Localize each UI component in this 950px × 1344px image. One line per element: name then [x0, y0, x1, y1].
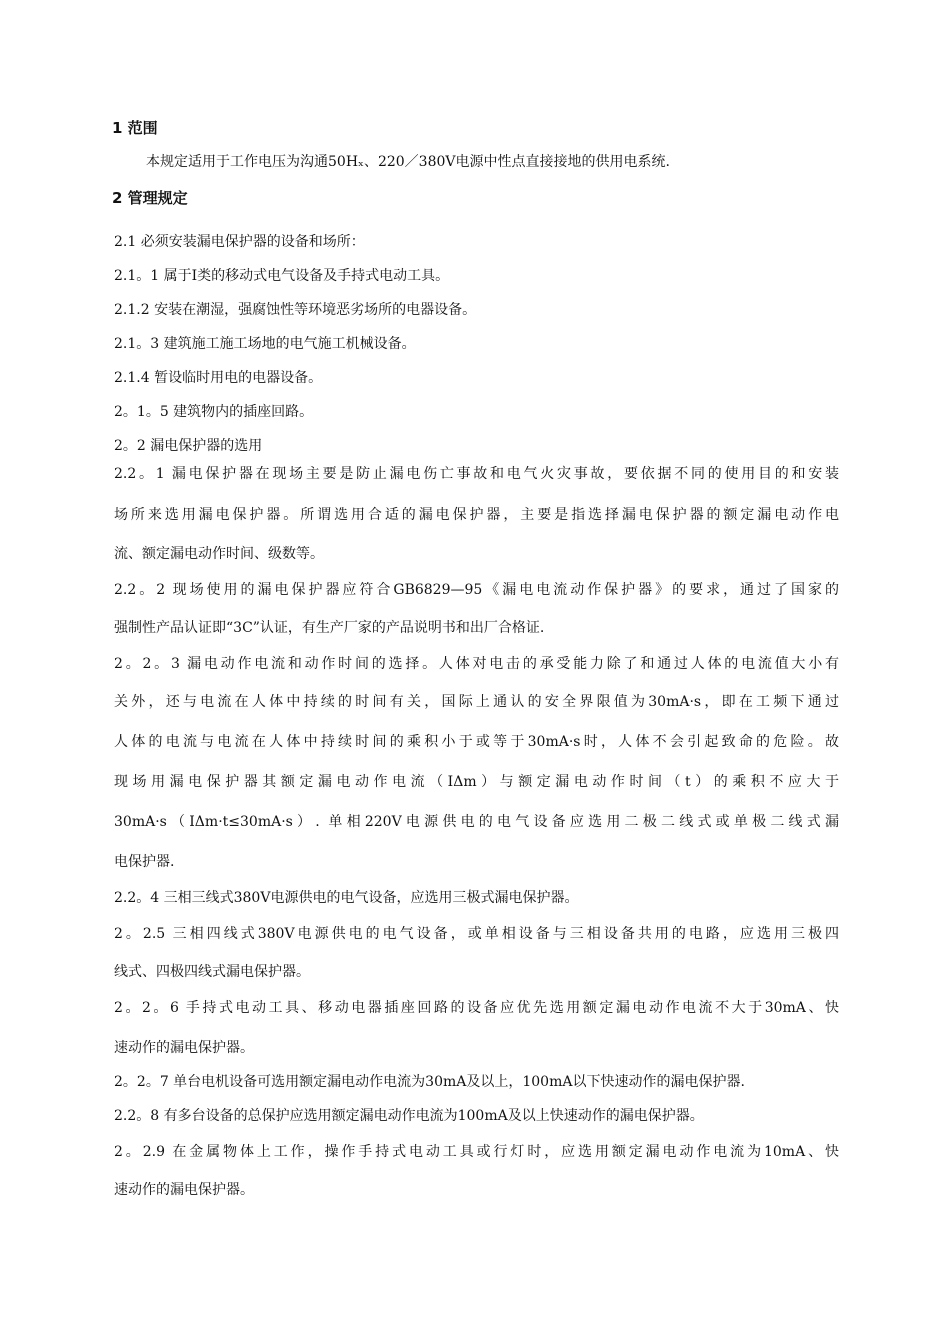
paragraph-line: 电保护器.	[114, 854, 175, 870]
paragraph-line: 速动作的漏电保护器。	[114, 1182, 254, 1198]
paragraph-line: 2.1.4 暂设临时用电的电器设备。	[114, 370, 323, 386]
paragraph-line: 2.2。8 有多台设备的总保护应选用额定漏电动作电流为100mA及以上快速动作的漏电保护器。	[114, 1108, 704, 1124]
section-1-text: 本规定适用于工作电压为沟通50Hₓ、220／380V电源中性点直接接地的供用电系统.	[146, 154, 670, 170]
paragraph-line: 人体的电流与电流在人体中持续时间的乘积小于或等于30mA·s时，人体不会引起致命的危险。故	[114, 734, 839, 750]
paragraph-line: 2。2.9 在金属物体上工作，操作手持式电动工具或行灯时，应选用额定漏电动作电流为10mA、快	[114, 1144, 839, 1160]
paragraph-line: 2。2。6 手持式电动工具、移动电器插座回路的设备应优先选用额定漏电动作电流不大于30mA、快	[114, 1000, 839, 1016]
paragraph-line: 现场用漏电保护器其额定漏电动作电流（IΔm）与额定漏电动作时间（t）的乘积不应大于	[114, 774, 839, 790]
paragraph-line: 2.1 必须安装漏电保护器的设备和场所：	[114, 234, 365, 250]
paragraph-line: 2.1。3 建筑施工施工场地的电气施工机械设备。	[114, 336, 416, 352]
paragraph-line: 速动作的漏电保护器。	[114, 1040, 254, 1056]
paragraph-line: 2.2。1 漏电保护器在现场主要是防止漏电伤亡事故和电气火灾事故，要依据不同的使用目的和安装	[114, 466, 839, 482]
paragraph-line: 2。2。7 单台电机设备可选用额定漏电动作电流为30mA及以上，100mA以下快速动作的漏电保护器.	[114, 1074, 745, 1090]
paragraph-line: 2.1.2 安装在潮湿，强腐蚀性等环境恶劣场所的电器设备。	[114, 302, 477, 318]
paragraph-line: 强制性产品认证即“3C”认证，有生产厂家的产品说明书和出厂合格证.	[114, 620, 545, 636]
paragraph-line: 2.1。1 属于Ⅰ类的移动式电气设备及手持式电动工具。	[114, 268, 450, 284]
paragraph-line: 关外，还与电流在人体中持续的时间有关，国际上通认的安全界限值为30mA·s，即在工频下通过	[114, 694, 839, 710]
paragraph-line: 2。2.5 三相四线式380V电源供电的电气设备，或单相设备与三相设备共用的电路，应选用三极四	[114, 926, 839, 942]
paragraph-line: 2。2。3 漏电动作电流和动作时间的选择。人体对电击的承受能力除了和通过人体的电流值大小有	[114, 656, 839, 672]
paragraph-line: 场所来选用漏电保护器。所谓选用合适的漏电保护器，主要是指选择漏电保护器的额定漏电动作电	[114, 507, 839, 523]
paragraph-line: 30mA·s（IΔm·t≤30mA·s）. 单相220V电源供电的电气设备应选用二极二线式或单极二线式漏	[114, 814, 839, 830]
paragraph-line: 2.2。4 三相三线式380V电源供电的电气设备，应选用三极式漏电保护器。	[114, 890, 579, 906]
paragraph-line: 2.2。2 现场使用的漏电保护器应符合GB6829—95《漏电电流动作保护器》的要求，通过了国家的	[114, 582, 839, 598]
paragraph-line: 2。2 漏电保护器的选用	[114, 438, 263, 454]
section-1-heading: 1 范围	[112, 119, 158, 137]
section-2-heading: 2 管理规定	[112, 189, 188, 207]
paragraph-line: 线式、四极四线式漏电保护器。	[114, 964, 310, 980]
paragraph-line: 2。1。5 建筑物内的插座回路。	[114, 404, 314, 420]
paragraph-line: 流、额定漏电动作时间、级数等。	[114, 546, 324, 562]
